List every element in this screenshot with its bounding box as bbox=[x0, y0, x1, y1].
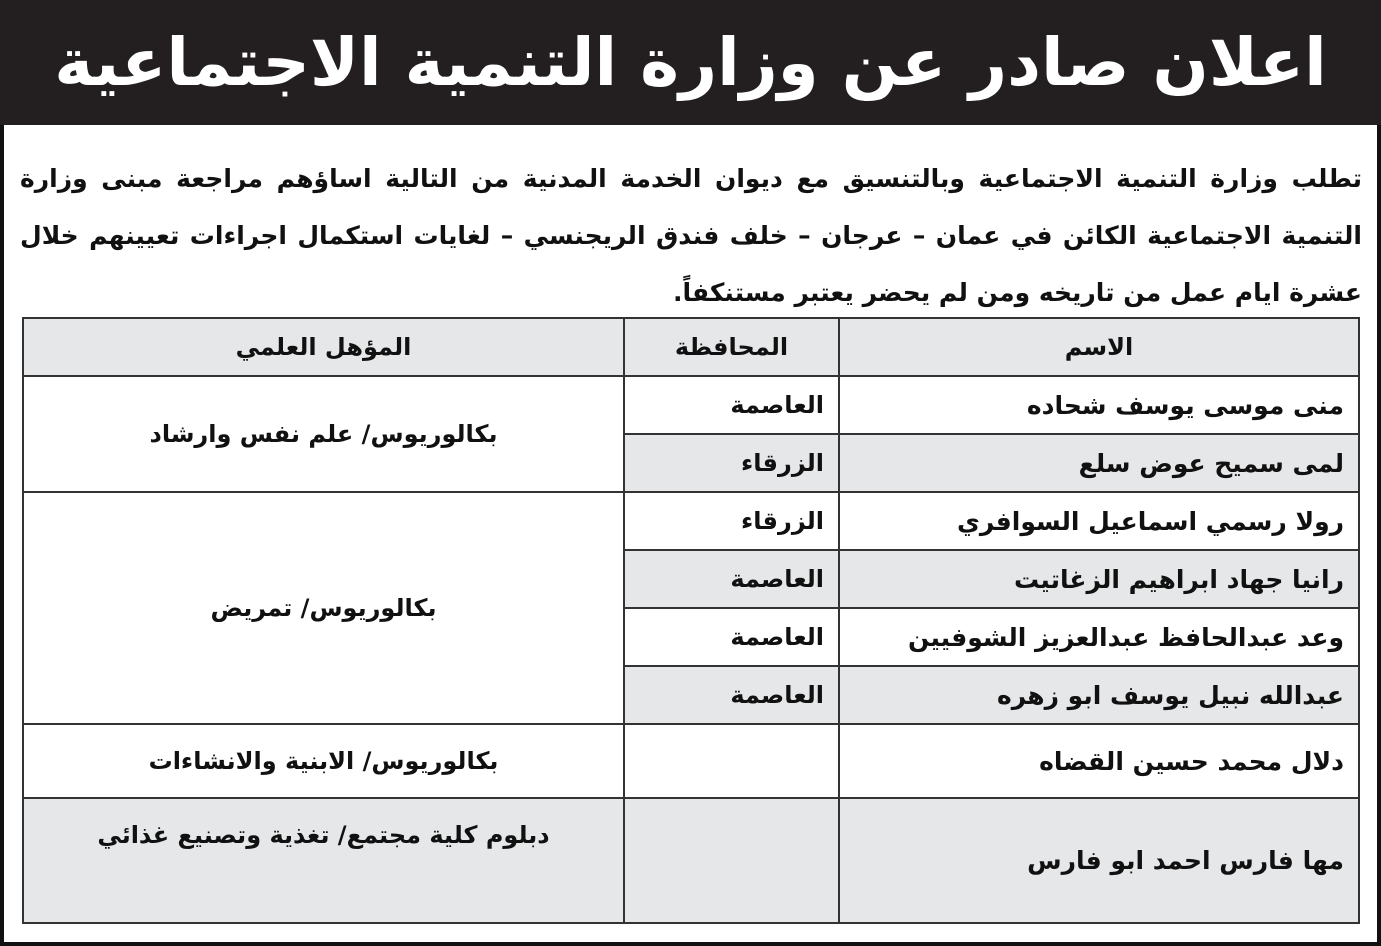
qualification-cell: دبلوم كلية مجتمع/ تغذية وتصنيع غذائي bbox=[23, 798, 624, 923]
name-cell: دلال محمد حسين القضاه bbox=[839, 724, 1359, 798]
table-row bbox=[23, 724, 1359, 798]
governorate-cell: العاصمة bbox=[624, 376, 839, 434]
table-row bbox=[23, 492, 1359, 550]
governorate-cell bbox=[624, 798, 839, 923]
governorate-cell: العاصمة bbox=[624, 666, 839, 724]
name-cell: رولا رسمي اسماعيل السوافري bbox=[839, 492, 1359, 550]
table-row bbox=[23, 798, 1359, 923]
governorate-cell: الزرقاء bbox=[624, 492, 839, 550]
governorate-cell: العاصمة bbox=[624, 550, 839, 608]
name-cell: عبدالله نبيل يوسف ابو زهره bbox=[839, 666, 1359, 724]
qualification-cell: بكالوريوس/ علم نفس وارشاد bbox=[23, 376, 624, 492]
name-cell: لمى سميح عوض سلع bbox=[839, 434, 1359, 492]
announcement-title: اعلان صادر عن وزارة التنمية الاجتماعية bbox=[54, 24, 1327, 101]
qualification-cell: بكالوريوس/ تمريض bbox=[23, 492, 624, 724]
candidates-table bbox=[22, 317, 1360, 924]
qualification-cell: بكالوريوس/ الابنية والانشاءات bbox=[23, 724, 624, 798]
header-qualification: المؤهل العلمي bbox=[23, 318, 624, 376]
table-header bbox=[23, 318, 1359, 376]
header-governorate: المحافظة bbox=[624, 318, 839, 376]
name-cell: منى موسى يوسف شحاده bbox=[839, 376, 1359, 434]
header-name: الاسم bbox=[839, 318, 1359, 376]
name-cell: رانيا جهاد ابراهيم الزغاتيت bbox=[839, 550, 1359, 608]
announcement-body: تطلب وزارة التنمية الاجتماعية وبالتنسيق مع ديوان الخدمة المدنية من التالية اساؤهم مراجعة مبنى وزارة التنمية الاجتماعية الكائن في عمان – عرجان – خلف فندق الريجنسي – لغايات استكمال اجراءات تعيينهم خلال عشرة ايام عمل من تاريخه ومن لم يحضر يعتبر مستنكفاً. bbox=[20, 164, 1362, 307]
governorate-cell: الزرقاء bbox=[624, 434, 839, 492]
title-bar bbox=[0, 0, 1381, 125]
name-cell: وعد عبدالحافظ عبدالعزيز الشوفيين bbox=[839, 608, 1359, 666]
governorate-cell: العاصمة bbox=[624, 608, 839, 666]
table-row bbox=[23, 376, 1359, 434]
name-cell: مها فارس احمد ابو فارس bbox=[839, 798, 1359, 923]
governorate-cell bbox=[624, 724, 839, 798]
